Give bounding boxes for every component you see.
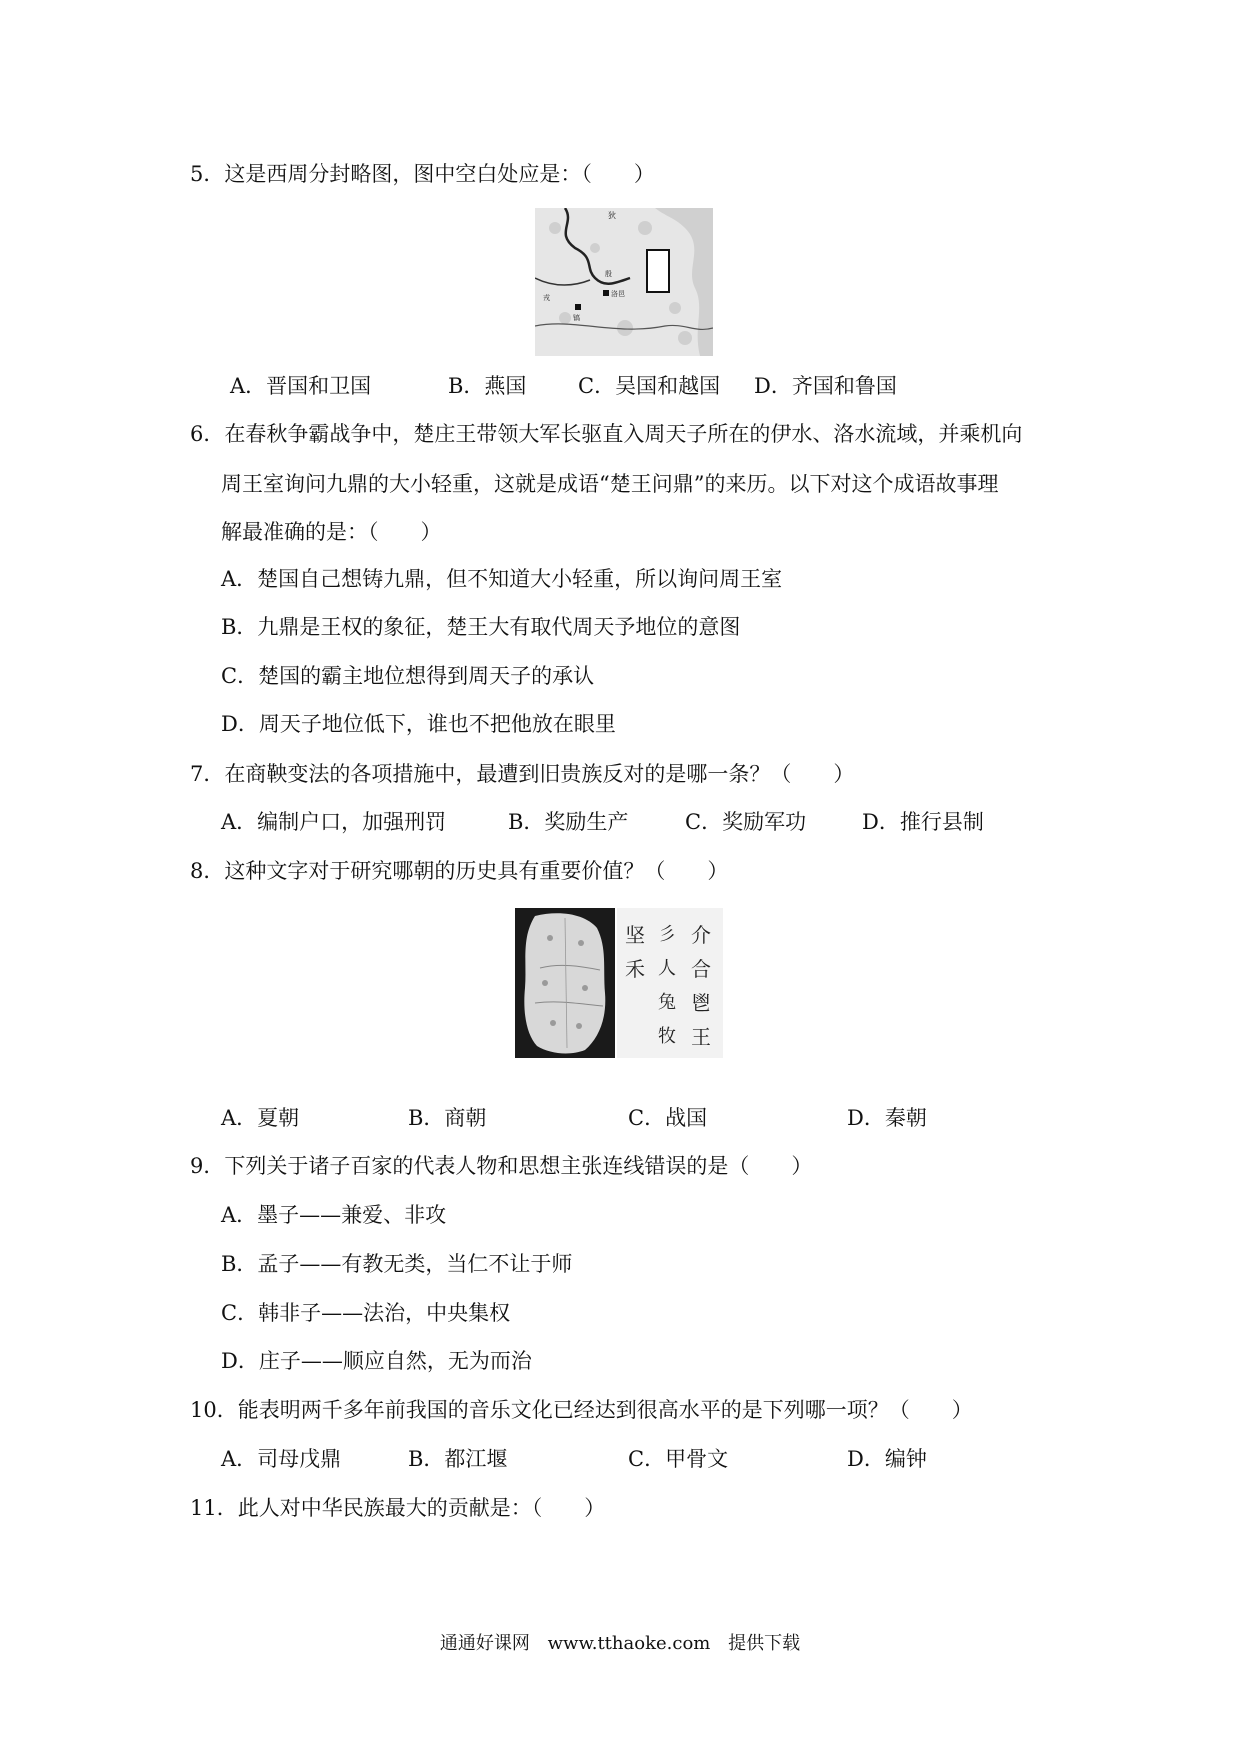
oracle-bone-image: [515, 908, 615, 1058]
map-label-luoyi: 洛邑: [611, 290, 625, 298]
oracle-glyph-9: 鬯: [691, 991, 711, 1015]
q7-option-b[interactable]: B．奖励生产: [508, 810, 629, 834]
q9-option-b[interactable]: B．孟子——有教无类，当仁不让于师: [221, 1252, 573, 1276]
q5-option-b[interactable]: B．燕国: [448, 374, 527, 398]
q6-option-b[interactable]: B．九鼎是王权的象征，楚王大有取代周天予地位的意图: [221, 615, 741, 639]
oracle-glyph-3: 彡: [658, 924, 676, 945]
oracle-glyph-8: 合: [691, 957, 711, 981]
q9-option-c[interactable]: C．韩非子——法治，中央集权: [221, 1301, 511, 1325]
q8-option-d[interactable]: D．秦朝: [847, 1106, 927, 1130]
q6-stem-line-1: 6．在春秋争霸战争中，楚庄王带领大军长驱直入周天子所在的伊水、洛水流域，并乘机向: [190, 422, 1023, 446]
q10-option-c[interactable]: C．甲骨文: [628, 1447, 729, 1471]
oracle-glyph-2: 禾: [625, 957, 645, 981]
q6-option-c[interactable]: C．楚国的霸主地位想得到周天子的承认: [221, 664, 595, 688]
q10-stem: 10．能表明两千多年前我国的音乐文化已经达到很高水平的是下列哪一项？（ ）: [190, 1398, 973, 1422]
footer-url-link[interactable]: www.tthaoke.com: [547, 1633, 711, 1654]
q9-stem: 9．下列关于诸子百家的代表人物和思想主张连线错误的是（ ）: [190, 1154, 813, 1178]
q10-option-b[interactable]: B．都江堰: [408, 1447, 508, 1471]
map-label-rong: 戎: [543, 294, 550, 302]
map-label-yin: 殷: [605, 270, 612, 278]
q6-stem-line-3: 解最准确的是：（ ）: [221, 520, 442, 544]
q10-option-a[interactable]: A．司母戊鼎: [221, 1447, 342, 1471]
map-label-hao: 镐: [573, 314, 580, 322]
q5-stem: 5．这是西周分封略图，图中空白处应是：（ ）: [190, 162, 655, 186]
page-footer: [0, 1629, 1240, 1655]
oracle-glyph-7: 介: [691, 923, 711, 947]
oracle-glyph-5: 兔: [658, 992, 676, 1013]
western-zhou-feudal-map: [535, 208, 713, 356]
oracle-bone-figure: [515, 908, 723, 1058]
q8-option-c[interactable]: C．战国: [628, 1106, 708, 1130]
map-label-di: 狄: [608, 211, 616, 220]
q7-option-a[interactable]: A．编制户口，加强刑罚: [221, 810, 447, 834]
q9-option-d[interactable]: D．庄子——顺应自然，无为而治: [221, 1349, 532, 1373]
q7-option-d[interactable]: D．推行县制: [862, 810, 984, 834]
q6-option-d[interactable]: D．周天子地位低下，谁也不把他放在眼里: [221, 712, 616, 736]
q8-option-a[interactable]: A．夏朝: [221, 1106, 300, 1130]
q8-stem: 8．这种文字对于研究哪朝的历史具有重要价值？（ ）: [190, 859, 729, 883]
q6-option-a[interactable]: A．楚国自己想铸九鼎，但不知道大小轻重，所以询问周王室: [221, 567, 783, 591]
q7-option-c[interactable]: C．奖励军功: [685, 810, 807, 834]
q8-option-b[interactable]: B．商朝: [408, 1106, 487, 1130]
oracle-glyph-6: 牧: [658, 1026, 676, 1047]
oracle-glyph-4: 人: [658, 958, 676, 979]
q5-option-d[interactable]: D．齐国和鲁国: [754, 374, 897, 398]
q10-option-d[interactable]: D．编钟: [847, 1447, 927, 1471]
q5-option-a[interactable]: A．晋国和卫国: [230, 374, 372, 398]
footer-site-name: 通通好课网: [439, 1633, 530, 1654]
footer-note: 提供下载: [728, 1633, 801, 1654]
q9-option-a[interactable]: A．墨子——兼爱、非攻: [221, 1203, 447, 1227]
q7-stem: 7．在商鞅变法的各项措施中，最遭到旧贵族反对的是哪一条？（ ）: [190, 762, 855, 786]
q11-stem: 11．此人对中华民族最大的贡献是：（ ）: [190, 1496, 606, 1520]
q6-stem-line-2: 周王室询问九鼎的大小轻重，这就是成语“楚王问鼎”的来历。以下对这个成语故事理: [221, 472, 999, 496]
oracle-glyph-10: 王: [691, 1025, 711, 1049]
oracle-glyph-1: 坚: [625, 923, 645, 947]
q5-option-c[interactable]: C．吴国和越国: [578, 374, 721, 398]
